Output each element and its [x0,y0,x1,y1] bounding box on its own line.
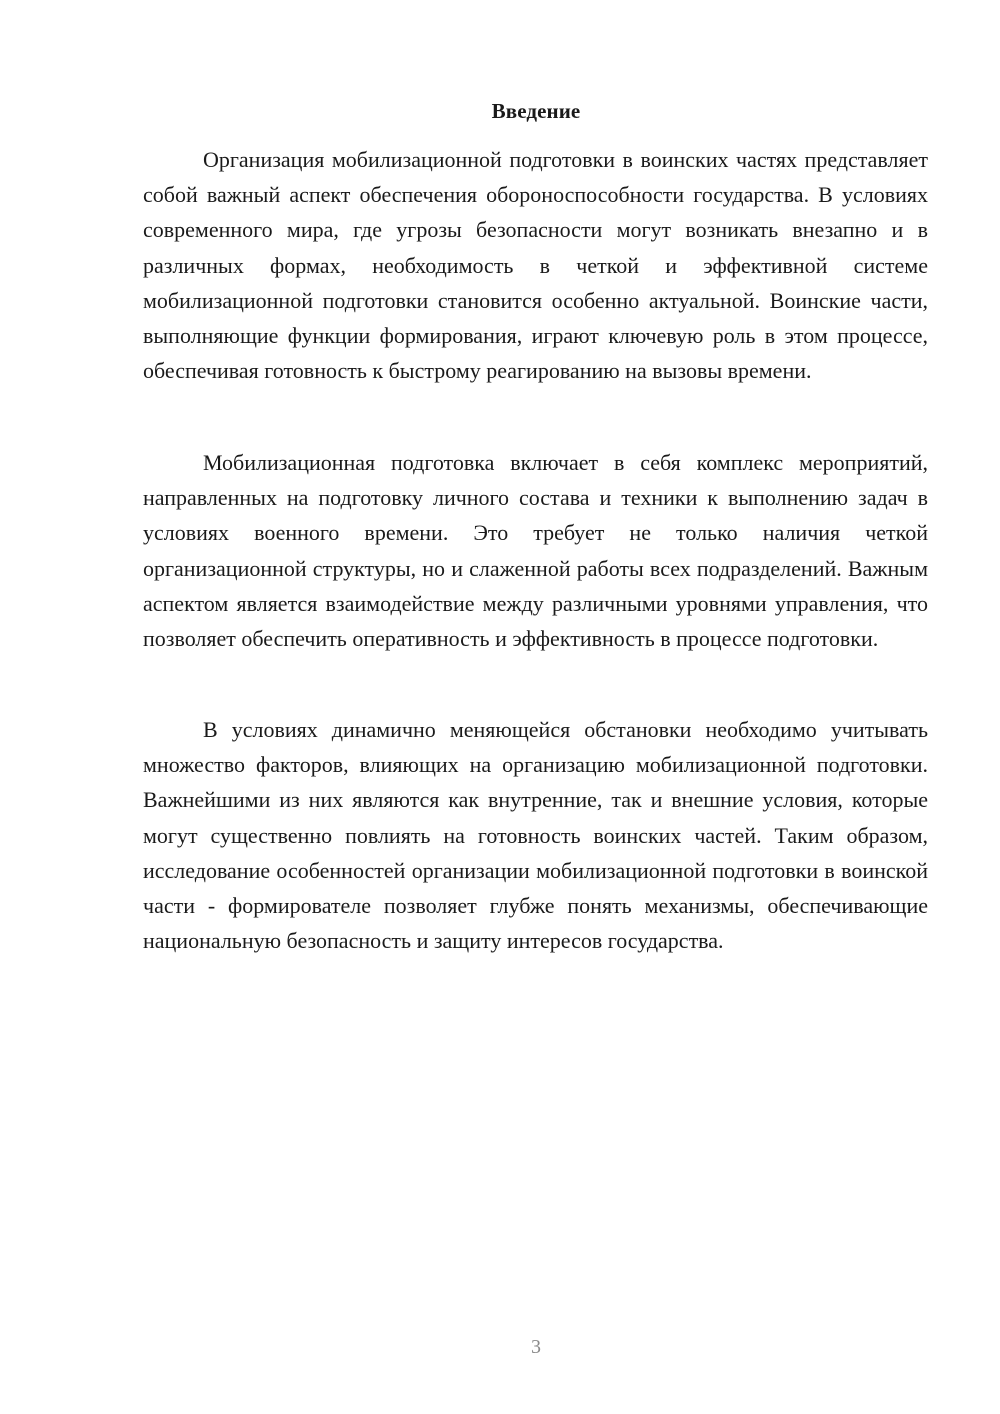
paragraph-3: В условиях динамично меняющейся обстановки необходимо учитывать множество факторов, влияющих на организацию мобилизационной подготовки. Важнейшими из них являются как внутренние, так и внешние условия, которые могут существенно повлиять на готовность воинских частей. Таким образом, исследование особенностей организации мобилизационной подготовки в воинской части - формирователе позволяет глубже понять механизмы, обеспечивающие национальную безопасность и защиту интересов государства. [143,717,928,954]
paragraph-2: Мобилизационная подготовка включает в себя комплекс мероприятий, направленных на подготовку личного состава и техники к выполнению задач в условиях военного времени. Это требует не только наличия четкой организационной структуры, но и слаженной работы всех подразделений. Важным аспектом является взаимодействие между различными уровнями управления, что позволяет обеспечить оперативность и эффективность в процессе подготовки. [143,450,928,652]
page-number: 3 [531,1336,541,1358]
paragraph-1: Организация мобилизационной подготовки в воинских частях представляет собой важный аспект обеспечения обороноспособности государства. В условиях современного мира, где угрозы безопасности могут возникать внезапно и в различных формах, необходимость в четкой и эффективной системе мобилизационной подготовки становится особенно актуальной. Воинские части, выполняющие функции формирования, играют ключевую роль в этом процессе, обеспечивая готовность к быстрому реагированию на вызовы времени. [143,147,928,384]
page-title: Введение [491,99,581,123]
